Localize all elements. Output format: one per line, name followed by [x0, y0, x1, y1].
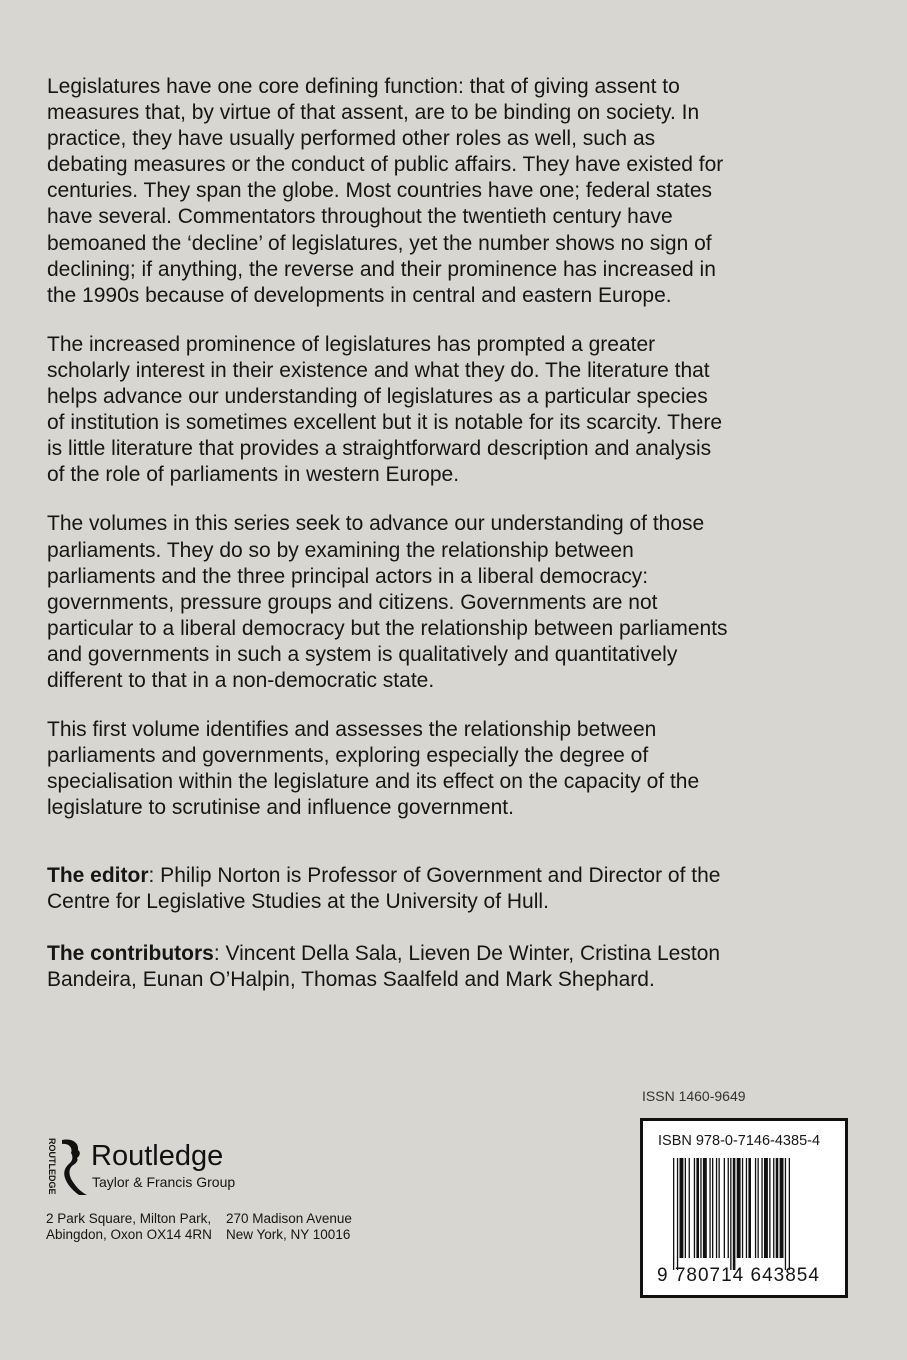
barcode-bar	[712, 1158, 713, 1258]
isbn: ISBN 978-0-7146-4385-4	[658, 1133, 821, 1149]
routledge-r-icon	[59, 1138, 89, 1196]
blurb-paragraph: The volumes in this series seek to advance our understanding of those parliaments. They do so by examining the relationship between parliaments and the three principal actors in a liberal democracy: governments, pressure groups and citizens. Governments are not particular to a liberal democracy but the relationship between parliaments and governments in such a system is qualitatively and quantitatively different to that in a non-democratic state.	[47, 512, 728, 692]
barcode-bar	[728, 1158, 729, 1258]
barcode-bar	[716, 1158, 717, 1258]
barcode-bar	[733, 1158, 736, 1270]
blurb-paragraph: Legislatures have one core defining function: that of giving assent to measures that, by virtue of that assent, are to be binding on society. In practice, they have usually performed other roles as well, such as debating measures or the conduct of public affairs. They have existed for centuries. They span the globe. Most countries have one; federal states have several. Commentators throughout the twentieth century have bemoaned the ‘decline’ of legislatures, yet the number shows no sign of declining; if anything, the reverse and their prominence has increased in the 1990s because of developments in central and eastern Europe.	[47, 75, 724, 307]
barcode-bar	[742, 1158, 743, 1258]
barcode	[673, 1158, 833, 1276]
barcode-bar	[769, 1158, 770, 1258]
address-us: 270 Madison Avenue New York, NY 10016	[226, 1211, 352, 1242]
publisher-name: Routledge	[91, 1140, 224, 1172]
contributors-label: The contributors	[47, 942, 214, 966]
barcode-bar	[773, 1158, 774, 1258]
barcode-bar	[694, 1158, 695, 1258]
barcode-bar	[703, 1158, 707, 1258]
logo-vertical-text: ROUTLEDGE	[47, 1138, 57, 1195]
barcode-bar	[730, 1158, 731, 1270]
barcode-bar	[789, 1158, 790, 1270]
barcode-bar	[748, 1158, 751, 1258]
issn: ISSN 1460-9649	[642, 1088, 746, 1104]
contributors-text: : Vincent Della Sala, Lieven De Winter, Cristina Leston Bandeira, Eunan O’Halpin, Thomas Saalfeld and Mark Shephard.	[47, 942, 721, 992]
barcode-bar	[755, 1158, 756, 1258]
blurb-paragraph: This first volume identifies and assesses the relationship between parliaments and governments, exploring especially the degree of specialisation within the legislature and its effect on the capacity of the legislature to scrutinise and influence government.	[47, 718, 700, 820]
barcode-bar	[689, 1158, 690, 1258]
blurb-paragraph: The increased prominence of legislatures has prompted a greater scholarly interest in their existence and what they do. The literature that helps advance our understanding of legislatures as a particular species of institution is sometimes excellent but it is notable for its scarcity. There is little literature that provides a straightforward description and analysis of the role of parliaments in western Europe.	[47, 332, 723, 487]
credits	[47, 863, 887, 1019]
address-uk: 2 Park Square, Milton Park, Abingdon, Oxon OX14 4RN	[46, 1211, 212, 1242]
barcode-bar	[761, 1158, 762, 1258]
barcode-bar	[719, 1158, 720, 1258]
barcode-bar	[673, 1158, 674, 1270]
barcode-bar	[724, 1158, 725, 1258]
barcode-bar	[776, 1158, 779, 1258]
barcode-bar	[780, 1158, 784, 1258]
barcode-bar	[758, 1158, 759, 1258]
barcode-bar	[696, 1158, 699, 1258]
barcode-bar	[785, 1158, 786, 1270]
barcode-bar	[685, 1158, 686, 1258]
barcode-digits: 9 780714 643854	[657, 1265, 820, 1286]
editor-note	[47, 863, 887, 915]
publisher-subtitle: Taylor & Francis Group	[92, 1174, 236, 1190]
contributors-note	[47, 941, 887, 993]
barcode-box	[640, 1118, 848, 1298]
barcode-bar	[700, 1158, 701, 1258]
barcode-bar	[737, 1158, 741, 1258]
barcode-bar	[709, 1158, 710, 1258]
barcode-bar	[680, 1158, 684, 1258]
barcode-bar	[764, 1158, 768, 1258]
barcode-bar	[746, 1158, 747, 1258]
editor-label: The editor	[47, 864, 149, 887]
barcode-bar	[677, 1158, 678, 1270]
blurb	[47, 74, 887, 844]
editor-text: : Philip Norton is Professor of Government and Director of the Centre for Legislative Studies at the University of Hull.	[47, 864, 721, 914]
